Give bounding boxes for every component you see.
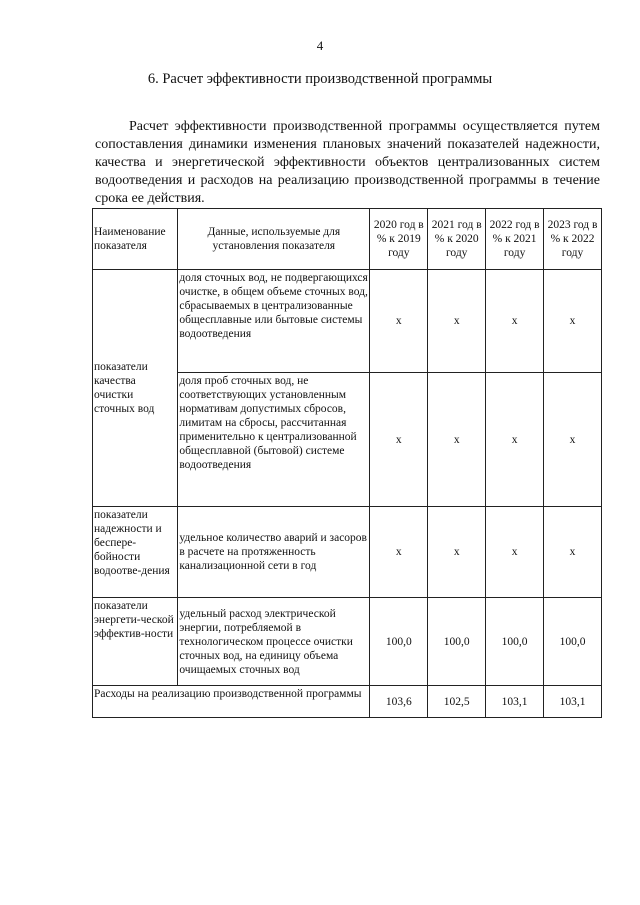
value-cell: x	[486, 373, 544, 507]
section-heading: 6. Расчет эффективности производственной программы	[147, 71, 493, 87]
group-name-energy: показатели энергети-ческой эффектив-ности	[93, 598, 178, 686]
value-cell: 100,0	[486, 598, 544, 686]
value-cell: x	[544, 507, 602, 598]
row-data: доля проб сточных вод, не соответствующих установленным нормативам допустимых сбросов, лимитам на сбросы, рассчитанная применительно к централизованной общесплавной (бытовой) системе водоотведения	[178, 373, 370, 507]
row-data: удельное количество аварий и засоров в расчете на протяженность канализационной сети в год	[178, 507, 370, 598]
value-cell: 103,1	[486, 686, 544, 718]
value-cell: x	[370, 373, 428, 507]
value-cell: x	[428, 270, 486, 373]
header-name: Наименование показателя	[93, 209, 178, 270]
expenses-row	[93, 686, 602, 718]
table-row	[93, 270, 602, 373]
value-cell: x	[486, 270, 544, 373]
value-cell: x	[370, 507, 428, 598]
value-cell: x	[428, 373, 486, 507]
value-cell: x	[486, 507, 544, 598]
table-header-row	[93, 209, 602, 270]
value-cell: 100,0	[370, 598, 428, 686]
header-year-2020: 2020 год в % к 2019 году	[370, 209, 428, 270]
value-cell: x	[544, 373, 602, 507]
value-cell: x	[544, 270, 602, 373]
intro-paragraph: Расчет эффективности производственной программы осуществляется путем сопоставления динамики изменения плановых значений показателей надежности, качества и энергетической эффективности объектов централизованных систем водоотведения и расходов на реализацию производственной программы в течение срока ее действия.	[95, 119, 600, 206]
value-cell: 100,0	[544, 598, 602, 686]
table-row	[93, 598, 602, 686]
value-cell: 100,0	[428, 598, 486, 686]
value-cell: 103,1	[544, 686, 602, 718]
table-row	[93, 507, 602, 598]
group-name-reliability: показатели надежности и беспере-бойности водоотве-дения	[93, 507, 178, 598]
row-data: доля сточных вод, не подвергающихся очистке, в общем объеме сточных вод, сбрасываемых в централизованные общесплавные или бытовые системы водоотведения	[178, 270, 370, 373]
value-cell: x	[370, 270, 428, 373]
page-number: 4	[316, 38, 324, 53]
value-cell: 103,6	[370, 686, 428, 718]
header-year-2021: 2021 год в % к 2020 году	[428, 209, 486, 270]
expenses-label: Расходы на реализацию производственной программы	[93, 686, 370, 718]
group-name-quality: показатели качества очистки сточных вод	[93, 270, 178, 507]
value-cell: x	[428, 507, 486, 598]
header-year-2022: 2022 год в % к 2021 году	[486, 209, 544, 270]
efficiency-table	[92, 208, 602, 718]
row-data: удельный расход электрической энергии, потребляемой в технологическом процессе очистки сточных вод, на единицу объема очищаемых сточных вод	[178, 598, 370, 686]
value-cell: 102,5	[428, 686, 486, 718]
header-year-2023: 2023 год в % к 2022 году	[544, 209, 602, 270]
header-data: Данные, используемые для установления показателя	[178, 209, 370, 270]
